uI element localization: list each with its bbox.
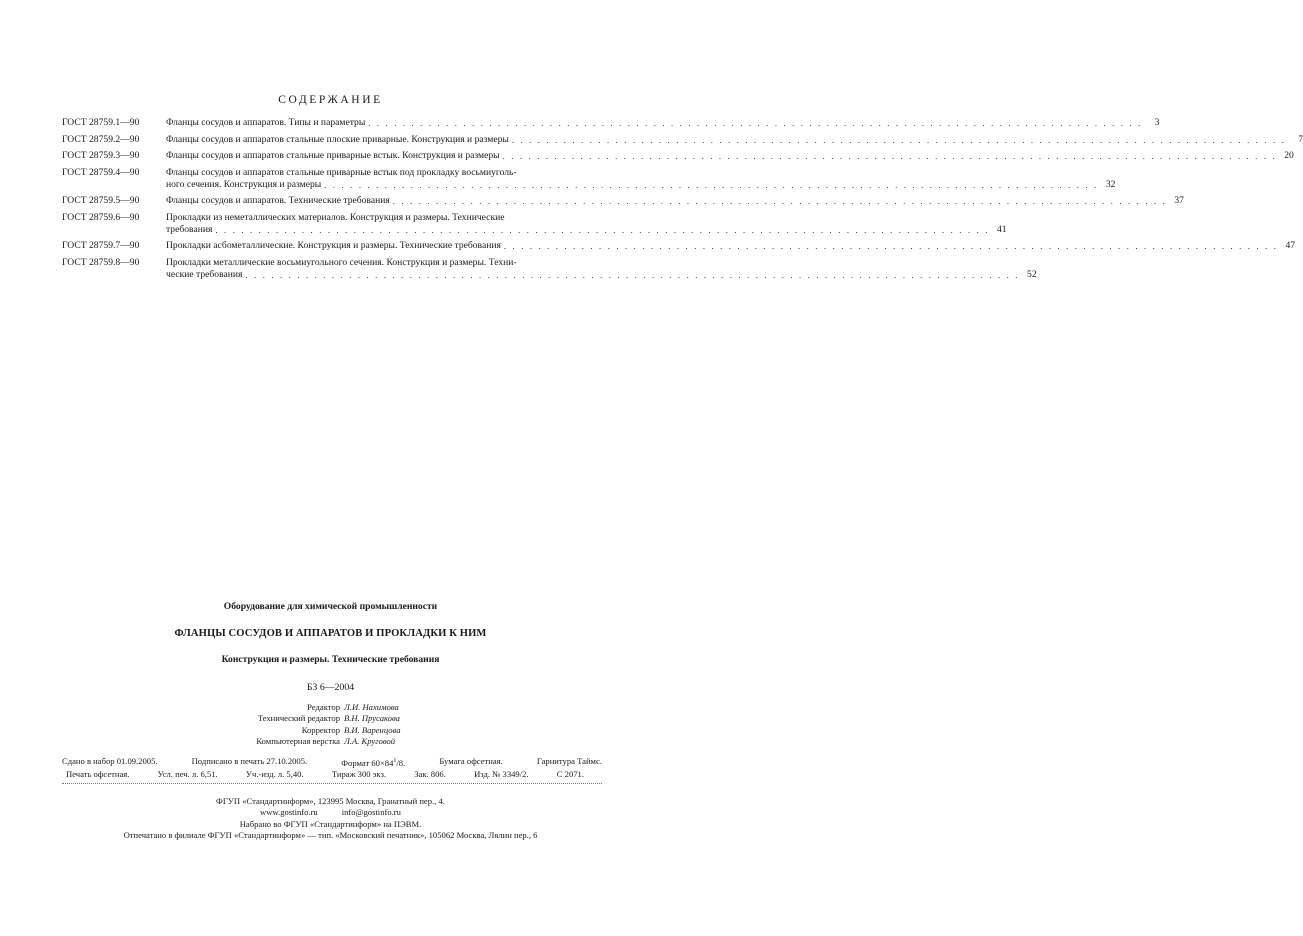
- toc-entry: [62, 211, 1007, 236]
- toc-entry-title: требования: [166, 223, 213, 235]
- publisher-block: [0, 796, 661, 841]
- toc-entry-title: Фланцы сосудов и аппаратов. Технические требования: [166, 195, 390, 206]
- publisher-printed: Отпечатано в филиале ФГУП «Стандартинформ» — тип. «Московский печатник», 105062 Москва, Лялин пер., 6: [123, 829, 538, 840]
- toc-entry-code: ГОСТ 28759.1—90: [62, 117, 140, 128]
- toc-leader-dots: . . . . . . . . . . . . . . . . . . . . . . . . . . . . . . . . . . . . . . . . . . . . . . . . . . . . . . . . . . . . . . . . . . . . . . . . . . . . . . . . . . . . . . . . . .: [511, 134, 1287, 145]
- toc-leader-dots: . . . . . . . . . . . . . . . . . . . . . . . . . . . . . . . . . . . . . . . . . . . . . . . . . . . . . . . . . . . . . . . . . . . . . . . . . . . . . . . . . . . . . . . . . .: [502, 151, 1277, 161]
- divider-line: [62, 783, 602, 784]
- toc-entry-title-line: Фланцы сосудов и аппаратов стальные приварные встык под прокладку восьмиуголь-: [166, 166, 517, 178]
- imprint-sent: Сдано в набор 01.09.2005.: [62, 756, 158, 766]
- book-code: БЗ 6—2004: [306, 682, 355, 693]
- toc-leader-dots: . . . . . . . . . . . . . . . . . . . . . . . . . . . . . . . . . . . . . . . . . . . . . . . . . . . . . . . . . . . . . . . . . . . . . . . . . . . . . . . . . . . . . . . . . .: [324, 179, 1099, 190]
- imprint-usl: Усл. печ. л. 6,51.: [157, 769, 218, 780]
- toc-entry-page: 41: [996, 223, 1007, 235]
- toc-leader-dots: . . . . . . . . . . . . . . . . . . . . . . . . . . . . . . . . . . . . . . . . . . . . . . . . . . . . . . . . . . . . . . . . . . . . . . . . . . . . . . . . . . . . . . . . . .: [368, 118, 1143, 128]
- book-title: ФЛАНЦЫ СОСУДОВ И АППАРАТОВ И ПРОКЛАДКИ К НИМ: [174, 628, 487, 639]
- publisher-typeset: Набрано во ФГУП «Стандартинформ» на ПЭВМ.: [239, 818, 422, 829]
- toc-leader-dots: . . . . . . . . . . . . . . . . . . . . . . . . . . . . . . . . . . . . . . . . . . . . . . . . . . . . . . . . . . . . . . . . . . . . . . . . . . . . . . . . . . . . . . . . . .: [392, 196, 1167, 206]
- credit-role: Корректор: [301, 724, 340, 735]
- toc-entry-page: 47: [1285, 240, 1296, 251]
- toc-entry: [62, 166, 1116, 191]
- toc-entry-title: Фланцы сосудов и аппаратов стальные приварные встык. Конструкция и размеры: [166, 150, 500, 161]
- imprint-uch: Уч.-изд. л. 5,40.: [245, 769, 304, 780]
- toc-title: СОДЕРЖАНИЕ: [278, 94, 383, 106]
- imprint-typeface: Гарнитура Таймс.: [536, 756, 602, 766]
- imprint-signed: Подписано в печать 27.10.2005.: [191, 756, 308, 766]
- publisher-email: info@gostinfo.ru: [341, 807, 401, 818]
- toc-entry-title: Прокладки асбометаллические. Конструкция и размеры. Технические требования: [166, 240, 501, 251]
- table-of-contents: [62, 117, 1303, 285]
- credit-role: Редактор: [307, 702, 340, 712]
- publisher-website: www.gostinfo.ru: [260, 807, 318, 818]
- toc-entry-code: ГОСТ 28759.3—90: [62, 150, 140, 161]
- imprint-izd: Изд. № 3349/2.: [474, 769, 529, 780]
- toc-entry: [62, 150, 1294, 162]
- toc-entry-code: ГОСТ 28759.6—90: [62, 211, 140, 223]
- toc-entry-title: ного сечения. Конструкция и размеры: [166, 178, 322, 190]
- credit-person: Л.И. Нахимова: [344, 702, 399, 712]
- imprint-block: [62, 756, 602, 781]
- credit-line: [0, 736, 661, 747]
- imprint-order: Зак. 806.: [414, 769, 446, 780]
- toc-entry: [62, 195, 1184, 207]
- toc-entry-title: ческие требования: [166, 268, 243, 280]
- toc-entry: [62, 240, 1296, 252]
- toc-entry-code: ГОСТ 28759.8—90: [62, 256, 140, 268]
- credit-person: В.И. Варенцова: [344, 724, 401, 735]
- book-title-block: [0, 601, 661, 693]
- imprint-print: Печать офсетная.: [66, 769, 130, 780]
- toc-entry: [62, 117, 1160, 129]
- toc-entry-title: Фланцы сосудов и аппаратов стальные плоские приварные. Конструкция и размеры: [166, 133, 509, 145]
- toc-leader-dots: . . . . . . . . . . . . . . . . . . . . . . . . . . . . . . . . . . . . . . . . . . . . . . . . . . . . . . . . . . . . . . . . . . . . . . . . . . . . . . . . . . . . . . . . . .: [503, 241, 1279, 251]
- credits-block: [0, 702, 661, 747]
- imprint-paper: Бумага офсетная.: [439, 756, 503, 766]
- toc-entry: [62, 256, 1037, 281]
- imprint-run: Тираж 300 экз.: [331, 769, 386, 780]
- credit-role: Компьютерная верстка: [256, 735, 340, 746]
- toc-entry-code: ГОСТ 28759.2—90: [62, 133, 140, 145]
- credit-person: Л.А. Круговой: [344, 735, 396, 746]
- credit-person: В.Н. Прусакова: [344, 713, 400, 724]
- book-subject: Оборудование для химической промышленности: [223, 601, 438, 612]
- toc-entry-page: 20: [1284, 150, 1294, 161]
- imprint-c: С 2071.: [556, 769, 584, 780]
- toc-entry-page: 52: [1027, 268, 1037, 280]
- toc-entry-page: 37: [1174, 195, 1184, 206]
- imprint-row: [62, 756, 602, 769]
- imprint-row: [62, 769, 602, 780]
- toc-leader-dots: . . . . . . . . . . . . . . . . . . . . . . . . . . . . . . . . . . . . . . . . . . . . . . . . . . . . . . . . . . . . . . . . . . . . . . . . . . . . . . . . . . . . . . . . . .: [245, 269, 1020, 280]
- toc-entry-code: ГОСТ 28759.7—90: [62, 240, 140, 251]
- toc-entry-page: 3: [1154, 117, 1160, 128]
- toc-entry-title-line: Прокладки из неметаллических материалов. Конструкция и размеры. Технические: [166, 211, 505, 223]
- book-subtitle: Конструкция и размеры. Технические требования: [221, 654, 440, 665]
- credit-line: [0, 702, 661, 713]
- toc-entry-page: 32: [1105, 178, 1116, 190]
- toc-leader-dots: . . . . . . . . . . . . . . . . . . . . . . . . . . . . . . . . . . . . . . . . . . . . . . . . . . . . . . . . . . . . . . . . . . . . . . . . . . . . . . . . . . . . . . . . . .: [215, 224, 990, 235]
- toc-entry-page: 7: [1298, 133, 1303, 145]
- toc-entry-code: ГОСТ 28759.5—90: [62, 195, 140, 206]
- toc-entry: [62, 133, 1303, 146]
- publisher-address: ФГУП «Стандартинформ», 123995 Москва, Гранатный пер., 4.: [216, 796, 445, 806]
- credit-line: [0, 725, 661, 736]
- toc-entry-title-line: Прокладки металлические восьмиугольного сечения. Конструкция и размеры. Техни-: [166, 256, 517, 268]
- toc-entry-title: Фланцы сосудов и аппаратов. Типы и параметры: [166, 117, 366, 128]
- imprint-format: Формат $60\times 84^1/8$.: [341, 758, 406, 768]
- toc-entry-code: ГОСТ 28759.4—90: [62, 166, 140, 178]
- credit-line: [0, 713, 661, 724]
- credit-role: Технический редактор: [257, 713, 340, 724]
